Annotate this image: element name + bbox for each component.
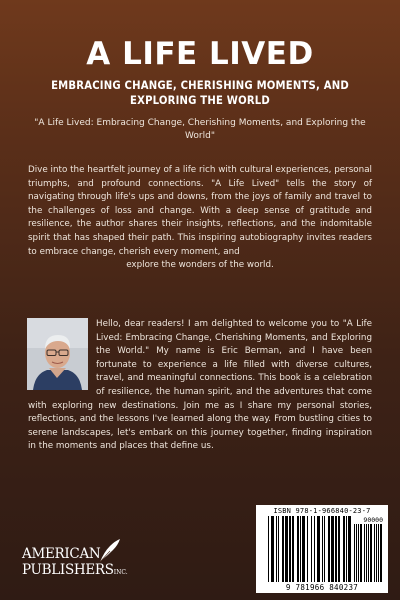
bio-text: Hello, dear readers! I am delighted to welcome you to "A Life Lived: Embracing Change, Cherishing Moments, and Exploring the World." My name is Eric Berman, and I have been fortunate to experience a life filled with diverse cultures, travel, and meaningful connections. This book is a celebration of resilience, the human spirit, and the adventures that come with exploring new destinations. Join me as I share my personal stories, reflections, and the lessons I've learned along the way. From bustling cities to serene landscapes, let's embark on this journey together, finding inspiration in the moments and places that define us. bbox=[28, 319, 372, 452]
publisher-name-line2-text: PUBLISHERS bbox=[22, 562, 114, 578]
description-text: Dive into the heartfelt journey of a life rich with cultural experiences, personal triumphs, and profound connections. "A Life Lived" tells the story of navigating through life's ups and downs, from the joys of family and travel to the challenges of loss and change. With a deep sense of gratitude and resilience, the author shares their insights, reflections, and the indomitable spirit that has shaped their path. This inspiring autobiography invites readers to embrace change, cherish every moment, and bbox=[28, 165, 372, 257]
publisher-logo bbox=[22, 538, 132, 586]
barcode bbox=[256, 505, 388, 593]
publisher-suffix: INC. bbox=[113, 569, 128, 576]
publisher-name-line1: AMERICAN bbox=[22, 546, 101, 562]
book-description bbox=[28, 164, 372, 273]
barcode-bars bbox=[268, 516, 352, 582]
barcode-addon-bars bbox=[354, 524, 384, 582]
book-subtitle: EMBRACING CHANGE, CHERISHING MOMENTS, AND EXPLORING THE WORLD bbox=[51, 79, 349, 107]
author-bio bbox=[28, 318, 372, 454]
publisher-name-line2 bbox=[22, 562, 128, 578]
quill-pen-icon bbox=[98, 538, 122, 564]
book-title: A LIFE LIVED bbox=[86, 36, 314, 72]
barcode-digits: 9 781966 840237 bbox=[285, 583, 359, 592]
title-quote: "A Life Lived: Embracing Change, Cherishing Moments, and Exploring the World" bbox=[34, 118, 366, 141]
description-last-line: explore the wonders of the world. bbox=[126, 260, 274, 271]
isbn-text: ISBN 978-1-966840-23-7 bbox=[273, 507, 371, 515]
price-code: 90000 bbox=[363, 516, 383, 524]
